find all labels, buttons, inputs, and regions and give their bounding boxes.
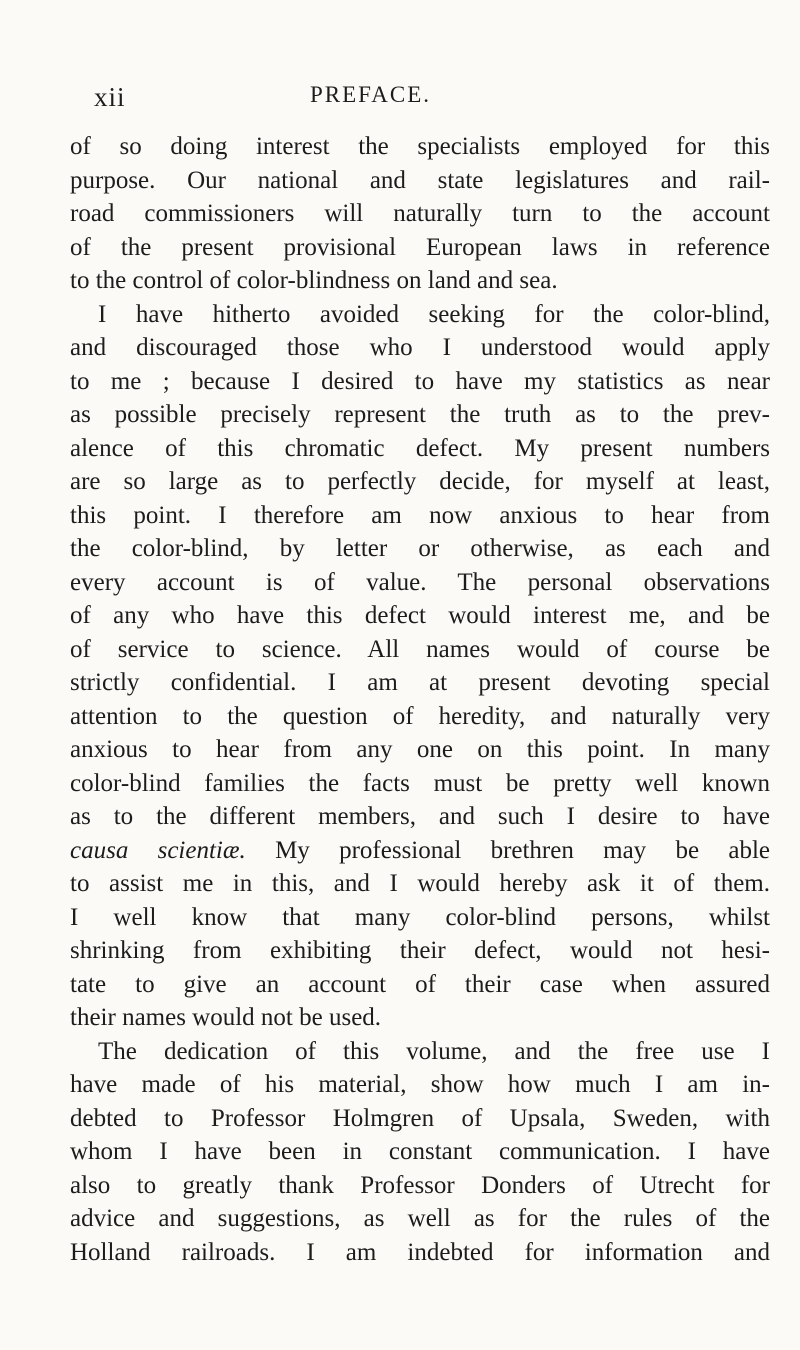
- body-text: [70, 130, 770, 1269]
- text-line: of service to science. All names would of course be: [70, 635, 770, 663]
- text-line: to me ; because I desired to have my statistics as near: [70, 367, 770, 395]
- text-line: the color-blind, by letter or otherwise, as each and: [70, 535, 770, 562]
- text-line: tate to give an account of their case when assured: [70, 970, 770, 998]
- text-line: shrinking from exhibiting their defect, would not hesi-: [70, 937, 770, 964]
- text-line: whom I have been in constant communication. I have: [70, 1138, 770, 1165]
- text-line: and discouraged those who I understood would apply: [70, 334, 770, 361]
- page-number: xii: [94, 82, 126, 112]
- text-line: advice and suggestions, as well as for the rules of the: [70, 1205, 770, 1232]
- text-line: to the control of color-blindness on land and sea.: [70, 267, 558, 294]
- text-line: as to the different members, and such I desire to have: [70, 803, 770, 830]
- text-line: I well know that many color-blind persons, whilst: [70, 903, 770, 931]
- text-line: purpose. Our national and state legislatures and rail-: [70, 166, 770, 194]
- running-head: [0, 82, 800, 114]
- text-line-rest: My professional brethren may be able: [245, 836, 770, 864]
- text-line: of so doing interest the specialists employed for this: [70, 133, 770, 160]
- text-line: strictly confidential. I am at present devoting special: [70, 669, 770, 696]
- text-line: of the present provisional European laws in reference: [70, 233, 770, 261]
- paragraph-start-line: I have hitherto avoided seeking for the color-blind,: [98, 300, 770, 328]
- text-line: to assist me in this, and I would hereby ask it of them.: [70, 870, 770, 897]
- latin-phrase: causa scientiæ.: [70, 836, 246, 864]
- text-line: anxious to hear from any one on this point. In many: [70, 736, 770, 763]
- text-line: as possible precisely represent the truth as to the prev-: [70, 401, 770, 428]
- text-line-with-italic: [70, 834, 770, 868]
- text-line: every account is of value. The personal observations: [70, 568, 770, 596]
- text-line: debted to Professor Holmgren of Upsala, Sweden, with: [70, 1104, 770, 1132]
- text-line: color-blind families the facts must be pretty well known: [70, 769, 770, 797]
- text-line: alence of this chromatic defect. My present numbers: [70, 434, 770, 462]
- text-line: also to greatly thank Professor Donders of Utrecht for: [70, 1171, 770, 1199]
- text-line: road commissioners will naturally turn to the account: [70, 200, 770, 227]
- text-line: their names would not be used.: [70, 1004, 382, 1031]
- paragraph-start-line: The dedication of this volume, and the free use I: [98, 1037, 770, 1065]
- text-line: have made of his material, show how much I am in-: [70, 1071, 770, 1098]
- running-title: PREFACE.: [310, 82, 432, 107]
- text-line: of any who have this defect would interest me, and be: [70, 602, 770, 629]
- text-line: Holland railroads. I am indebted for information and: [70, 1238, 770, 1266]
- text-line: attention to the question of heredity, and naturally very: [70, 702, 770, 730]
- text-line: this point. I therefore am now anxious to hear from: [70, 501, 770, 529]
- text-line: are so large as to perfectly decide, for myself at least,: [70, 468, 770, 495]
